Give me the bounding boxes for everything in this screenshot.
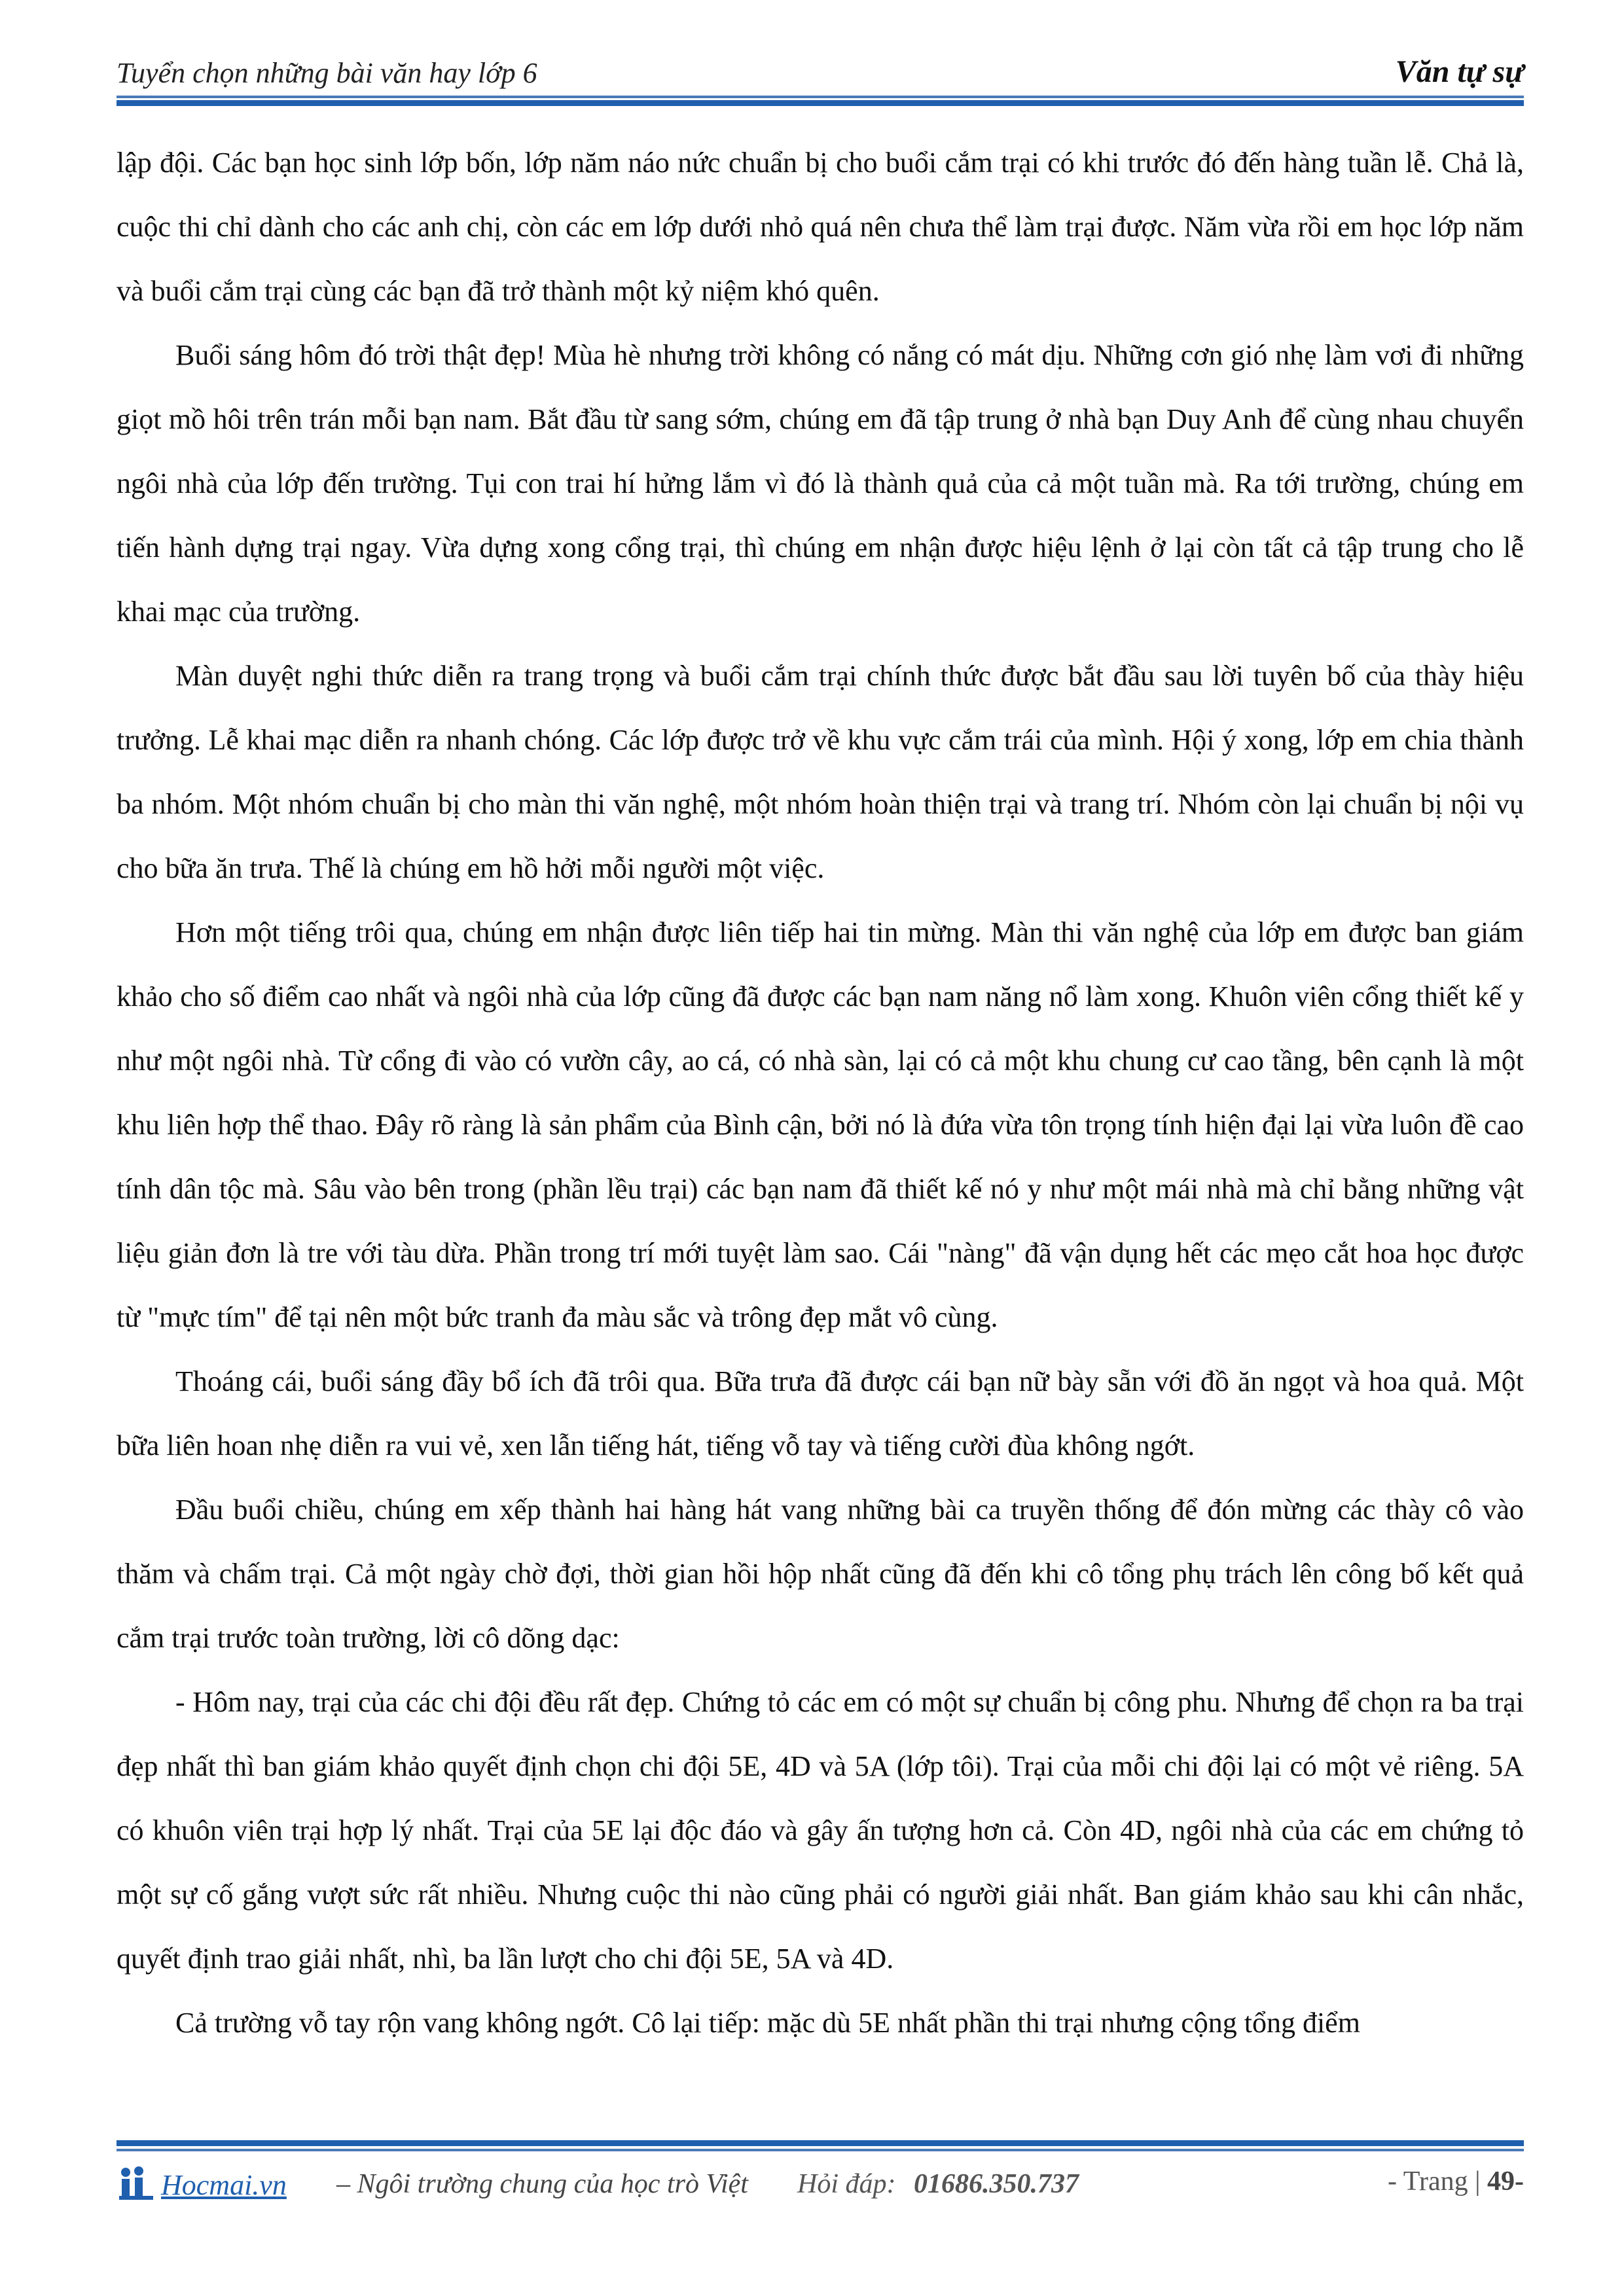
hocmai-logo-icon bbox=[117, 2166, 156, 2202]
page-prefix: - Trang | bbox=[1388, 2166, 1481, 2197]
paragraph: Thoáng cái, buổi sáng đầy bổ ích đã trôi qua. Bữa trưa đã được cái bạn nữ bày sẵn với đồ ăn ngọt và hoa quả. Một bữa liên hoan nhẹ diễn ra vui vẻ, xen lẫn tiếng hát, tiếng vỗ tay và tiếng cười đùa không ngớt. bbox=[117, 1365, 1524, 1462]
page-number bbox=[1388, 2166, 1524, 2197]
paragraph: Buổi sáng hôm đó trời thật đẹp! Mùa hè nhưng trời không có nắng có mát dịu. Những cơn gió nhẹ làm vơi đi những giọt mồ hôi trên trán mỗi bạn nam. Bắt đầu từ sang sớm, chúng em đã tập trung ở nhà bạn Duy Anh để cùng nhau chuyển ngôi nhà của lớp đến trường. Tụi con trai hí hửng lắm vì đó là thành quả của cả một tuần mà. Ra tới trường, chúng em tiến hành dựng trại ngay. Vừa dựng xong cổng trại, thì chúng em nhận được hiệu lệnh ở lại còn tất cả tập trung cho lễ khai mạc của trường. bbox=[117, 339, 1524, 628]
paragraph: Màn duyệt nghi thức diễn ra trang trọng và buổi cắm trại chính thức được bắt đầu sau lời tuyên bố của thày hiệu trưởng. Lễ khai mạc diễn ra nhanh chóng. Các lớp được trở về khu vực cắm trái của mình. Hội ý xong, lớp em chia thành ba nhóm. Một nhóm chuẩn bị cho màn thi văn nghệ, một nhóm hoàn thiện trại và trang trí. Nhóm còn lại chuẩn bị nội vụ cho bữa ăn trưa. Thế là chúng em hồ hởi mỗi người một việc. bbox=[117, 660, 1524, 884]
section-title: Văn tự sự bbox=[1395, 54, 1524, 89]
header-rule-thick bbox=[117, 100, 1524, 106]
paragraph: Hơn một tiếng trôi qua, chúng em nhận được liên tiếp hai tin mừng. Màn thi văn nghệ của lớp em được ban giám khảo cho số điểm cao nhất và ngôi nhà của lớp cũng đã được các bạn nam năng nổ làm xong. Khuôn viên cổng thiết kế y như một ngôi nhà. Từ cổng đi vào có vườn cây, ao cá, có nhà sàn, lại có cả một khu chung cư cao tầng, bên cạnh là một khu liên hợp thể thao. Đây rõ ràng là sản phẩm của Bình cận, bởi nó là đứa vừa tôn trọng tính hiện đại lại vừa luôn đề cao tính dân tộc mà. Sâu vào bên trong (phần lều trại) các bạn nam đã thiết kế nó y như một mái nhà mà chỉ bằng những vật liệu giản đơn là tre với tàu dừa. Phần trong trí mới tuyệt làm sao. Cái "nàng" đã vận dụng hết các mẹo cắt hoa học được từ "mực tím" để tại nên một bức tranh đa màu sắc và trông đẹp mắt vô cùng. bbox=[117, 916, 1524, 1333]
footer-rule-thin bbox=[117, 2149, 1524, 2151]
paragraph: Cả trường vỗ tay rộn vang không ngớt. Cô lại tiếp: mặc dù 5E nhất phần thi trại nhưng cộng tổng điểm bbox=[175, 2007, 1360, 2039]
paragraph: Đầu buổi chiều, chúng em xếp thành hai hàng hát vang những bài ca truyền thống để đón mừng các thày cô vào thăm và chấm trại. Cả một ngày chờ đợi, thời gian hồi hộp nhất cũng đã đến khi cô tổng phụ trách lên công bố kết quả cắm trại trước toàn trường, lời cô dõng dạc: bbox=[117, 1494, 1524, 1654]
paragraph: lập đội. Các bạn học sinh lớp bốn, lớp năm náo nức chuẩn bị cho buổi cắm trại có khi trước đó đến hàng tuần lễ. Chả là, cuộc thi chỉ dành cho các anh chị, còn các em lớp dưới nhỏ quá nên chưa thể làm trại được. Năm vừa rồi em học lớp năm và buổi cắm trại cùng các bạn đã trở thành một kỷ niệm khó quên. bbox=[117, 147, 1524, 307]
paragraph: - Hôm nay, trại của các chi đội đều rất đẹp. Chứng tỏ các em có một sự chuẩn bị công phu. Nhưng để chọn ra ba trại đẹp nhất thì ban giám khảo quyết định chọn chi đội 5E, 4D và 5A (lớp tôi). Trại của mỗi chi đội lại có một vẻ riêng. 5A có khuôn viên trại hợp lý nhất. Trại của 5E lại độc đáo và gây ấn tượng hơn cả. Còn 4D, ngôi nhà của các em chứng tỏ một sự cố gắng vượt sức rất nhiều. Nhưng cuộc thi nào cũng phải có người giải nhất. Ban giám khảo sau khi cân nhắc, quyết định trao giải nhất, nhì, ba lần lượt cho chi đội 5E, 5A và 4D. bbox=[117, 1686, 1524, 1975]
page-footer bbox=[117, 2163, 1524, 2209]
slogan: – Ngôi trường chung của học trò Việt bbox=[336, 2169, 748, 2199]
site-link[interactable]: Hocmai.vn bbox=[161, 2169, 287, 2201]
hotline-number: 01686.350.737 bbox=[914, 2169, 1079, 2199]
hotline-label: Hỏi đáp: bbox=[797, 2169, 896, 2199]
footer-rule-thick bbox=[117, 2140, 1524, 2146]
book-title: Tuyển chọn những bài văn hay lớp 6 bbox=[117, 57, 537, 89]
page-header bbox=[117, 51, 1524, 102]
header-rule-thin bbox=[117, 96, 1524, 98]
essay-body bbox=[117, 131, 1524, 2055]
page-number-value: 49- bbox=[1487, 2166, 1524, 2197]
